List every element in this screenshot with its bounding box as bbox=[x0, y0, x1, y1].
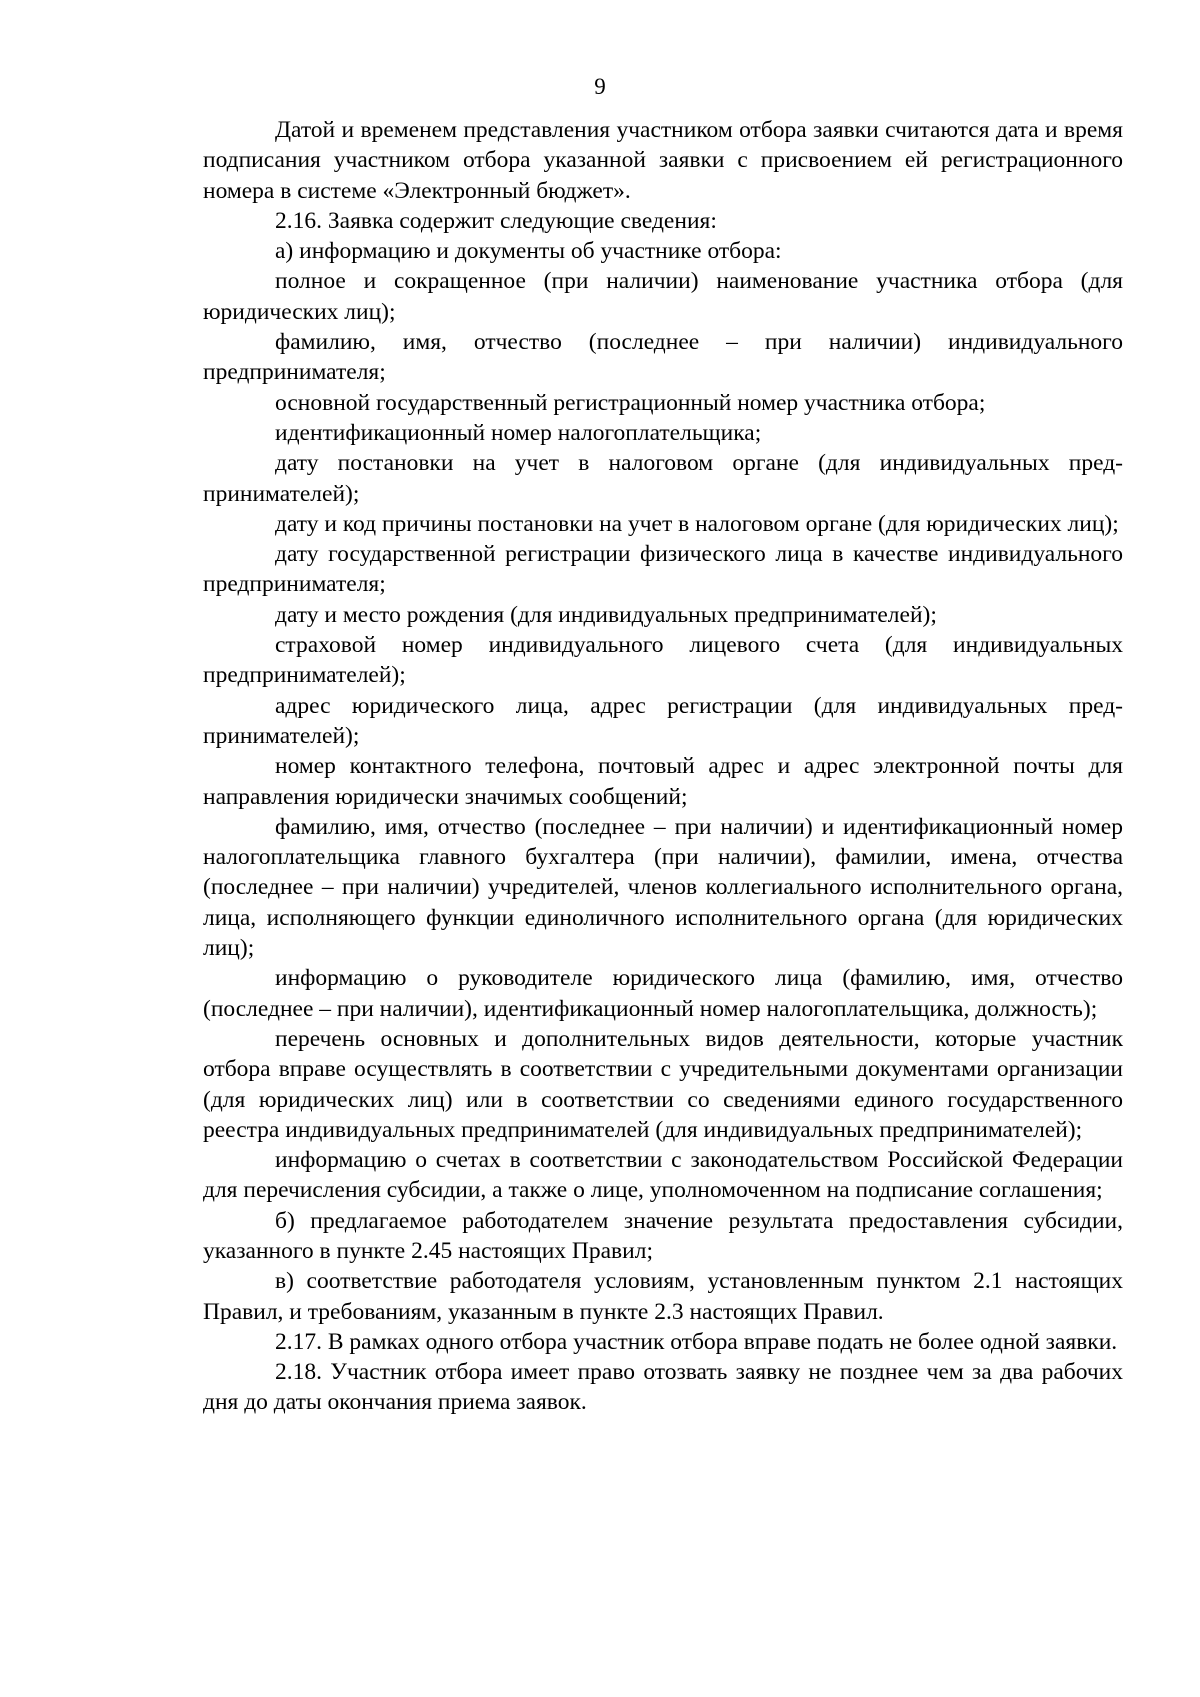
paragraph: б) предлагаемое работодателем значение результата предоставления субсидии, указанного в пункте 2.45 настоящих Правил; bbox=[203, 1207, 1123, 1264]
paragraph: в) соответствие работодателя условиям, установленным пунктом 2.1 настоящих Правил, и требованиям, указанным в пункте 2.3 настоящих Правил. bbox=[203, 1268, 1123, 1325]
paragraph: идентификационный номер налогоплательщика; bbox=[275, 419, 762, 446]
paragraph: информацию о счетах в соответствии с законодательством Российской Федерации для перечисления субсидии, а также о лице, уполномоченном на подписание соглашения; bbox=[203, 1147, 1123, 1204]
paragraph: фамилию, имя, отчество (последнее – при наличии) и идентификационный номер налогоплательщика главного бухгалтера (при наличии), фамилии, имена, отчества (последнее – при наличии) учредителей, членов коллегиального исполнительного органа, лица, исполняющего функции единоличного исполнительного органа (для юридических лиц); bbox=[203, 813, 1123, 962]
paragraph: дату и место рождения (для индивидуальных предпринимателей); bbox=[275, 601, 937, 628]
paragraph: дату государственной регистрации физического лица в качестве индивидуального предпринимателя; bbox=[203, 541, 1123, 598]
paragraph: а) информацию и документы об участнике отбора: bbox=[275, 238, 782, 265]
paragraph: адрес юридического лица, адрес регистрации (для индивидуальных предпринимателей); bbox=[203, 692, 1123, 749]
paragraph: основной государственный регистрационный номер участника отбора; bbox=[275, 389, 986, 416]
paragraph: дату постановки на учет в налоговом органе (для индивидуальных предпринимателей); bbox=[203, 450, 1123, 507]
paragraph: 2.18. Участник отбора имеет право отозвать заявку не позднее чем за два рабочих дня до даты окончания приема заявок. bbox=[203, 1359, 1123, 1416]
paragraph: 2.17. В рамках одного отбора участник отбора вправе подать не более одной заявки. bbox=[275, 1328, 1118, 1355]
paragraph: перечень основных и дополнительных видов деятельности, которые участник отбора вправе осуществлять в соответствии с учредительными документами организации (для юридических лиц) или в соответствии со сведениями единого государственного реестра индивидуальных предпринимателей (для индивидуальных предпринимателей); bbox=[203, 1025, 1123, 1143]
paragraph: 2.16. Заявка содержит следующие сведения: bbox=[275, 207, 717, 234]
paragraph: номер контактного телефона, почтовый адрес и адрес электронной почты для направления юридически значимых сообщений; bbox=[203, 753, 1123, 810]
paragraph: информацию о руководителе юридического лица (фамилию, имя, отчество (последнее – при наличии), идентификационный номер налогоплательщика, должность); bbox=[203, 965, 1123, 1022]
page-number: 9 bbox=[594, 74, 606, 99]
paragraph: Датой и временем представления участником отбора заявки считаются дата и время подписания участником отбора указанной заявки с присвоением ей регистрационного номера в системе «Электронный бюджет». bbox=[203, 117, 1123, 204]
paragraph: полное и сокращенное (при наличии) наименование участника отбора (для юридических лиц); bbox=[203, 268, 1123, 325]
paragraph: дату и код причины постановки на учет в налоговом органе (для юридических лиц); bbox=[275, 510, 1119, 537]
document-body bbox=[203, 115, 1123, 1418]
paragraph: фамилию, имя, отчество (последнее – при наличии) индивидуального предпринимателя; bbox=[203, 329, 1123, 386]
paragraph: страховой номер индивидуального лицевого счета (для индивидуальных предпринимателей); bbox=[203, 632, 1123, 689]
